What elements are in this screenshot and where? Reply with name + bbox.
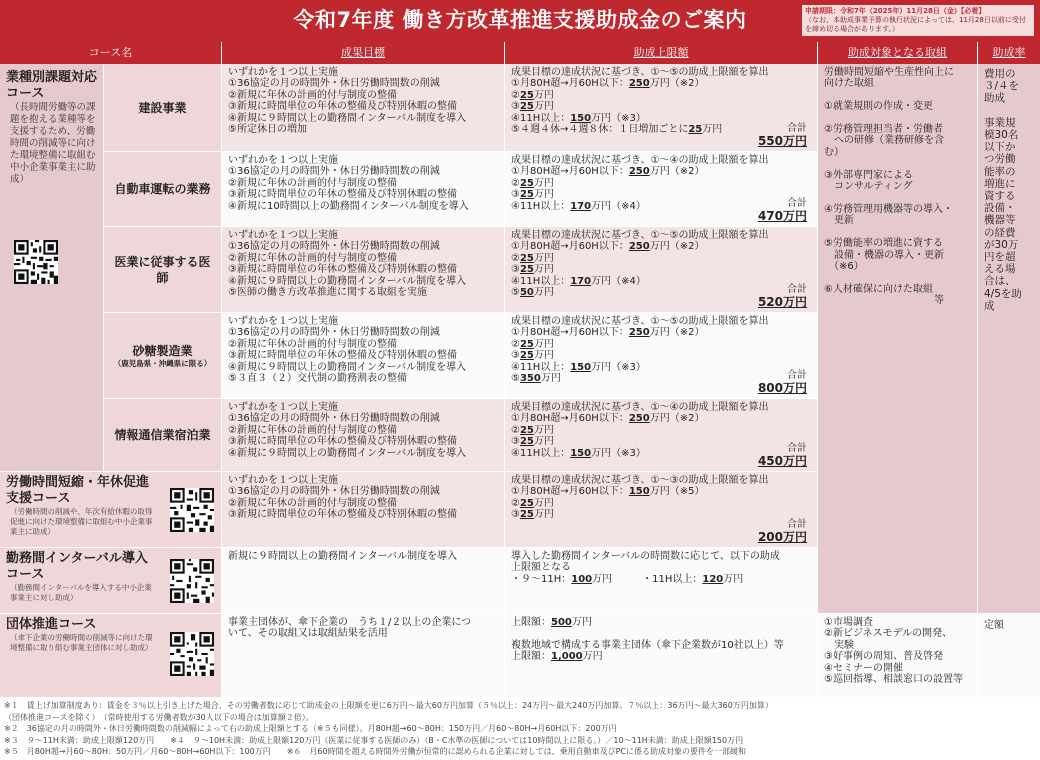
industry-total-amount: 800万円 xyxy=(757,381,807,395)
goal-item: ⑤医師の働き方改革推進に関する取組を実施 xyxy=(228,287,427,299)
limit-item: ①月80H超→月60H以下：250万円（※2） xyxy=(511,78,705,90)
limit-item: ④11H以上：170万円（※4） xyxy=(511,200,646,212)
rate-line: 模30名 xyxy=(984,129,1019,142)
goal-item: ③新規に時間単位の年休の整備及び特別休暇の整備 xyxy=(228,264,457,276)
limit-item: ①月80H超→月60H以下：250万円（※2） xyxy=(511,166,705,178)
qr-code-icon[interactable] xyxy=(170,559,214,603)
group-efforts-cell xyxy=(818,614,978,698)
rate-line: 機器等 xyxy=(984,214,1016,227)
limit-item: ⑤350万円 xyxy=(511,373,561,385)
limit-item: ③25万円 xyxy=(511,264,554,276)
course-group-title: 団体推進コース xyxy=(6,617,97,632)
effort-item: ①就業規則の作成・変更 xyxy=(824,101,933,113)
effort-item: ④労務管理用機器等の導入・ xyxy=(824,203,953,215)
limit-item: ③25万円 xyxy=(511,350,554,362)
qr-code-icon[interactable] xyxy=(170,488,214,532)
rate-line: 事業規 xyxy=(984,116,1016,129)
industry-goals-cell xyxy=(222,227,505,313)
rate-line: 助成 xyxy=(984,92,1005,105)
effort-item: 更新 xyxy=(824,215,854,227)
limit-item: 成果目標の達成状況に基づき、①～⑤の助成上限額を算出 xyxy=(511,67,769,78)
goal-item: いずれかを１つ以上実施 xyxy=(228,67,338,78)
industry-total xyxy=(758,283,807,309)
effort-item: （※6） xyxy=(824,260,864,272)
effort-item: 設備・機器の導入・更新 xyxy=(824,249,944,261)
industry-total-amount: 550万円 xyxy=(757,134,807,148)
goal-item: ①36協定の月の時間外・休日労働時間数の削減 xyxy=(228,166,440,178)
industry-total-amount: 450万円 xyxy=(757,454,807,468)
group-rate-cell xyxy=(978,614,1040,698)
limit-item: ②25万円 xyxy=(511,424,554,436)
industry-total-label: 合計 xyxy=(787,123,807,134)
limit-item: ・９～11H：100万円 ・11H以上：120万円 xyxy=(511,573,744,585)
rate-line xyxy=(984,105,1034,117)
limit-item: ⑤４週４休→４週８休：１日増加ごとに25万円 xyxy=(511,124,723,136)
shortening-goals-list xyxy=(222,472,504,524)
goal-item: ②新規に年休の計画的付与制度の整備 xyxy=(228,497,397,509)
effort-item: 実験 xyxy=(824,639,854,651)
shortening-total xyxy=(758,518,807,544)
footnote-line: ※３ ９～11H未満：助成上限額120万円 ※４ ９～10H未満：助成上限額120万円（医業に従事する医師のみ）（B・C水準の医師については10時間以上に限る。）／10～11H未満：助成上限額150万円 xyxy=(4,735,744,745)
goal-item: ①36協定の月の時間外・休日労働時間数の削減 xyxy=(228,486,440,498)
interval-goals-cell xyxy=(222,548,505,614)
effort-item: ①市場調査 xyxy=(824,617,873,628)
effort-item: への研修（業務研修を含 xyxy=(824,135,944,147)
goal-item: ①36協定の月の時間外・休日労働時間数の削減 xyxy=(228,78,440,90)
goal-item: ②新規に年休の計画的付与制度の整備 xyxy=(228,338,397,350)
limit-item: ②25万円 xyxy=(511,89,554,101)
goal-item: 事業主団体が、傘下企業の うち１/２以上の企業につ xyxy=(228,617,472,628)
course-group xyxy=(0,614,222,698)
footnote-line: ※２ 36協定の月の時間外・休日労働時間数の削減幅によって右の助成上限額とする（※５も同様）。月80H超→60～80H：150万円／月60～80H→月60H以下：200万円 xyxy=(4,724,617,733)
deadline-label: 申請期限：令和7年（2025年）11月28日（金）【必着】 xyxy=(805,7,986,15)
industry-limits-cell xyxy=(505,227,818,313)
effort-item: ②労務管理担当者・労働者 xyxy=(824,124,943,136)
rate-line: 増進に xyxy=(984,177,1016,190)
goal-item: ④新規に９時間以上の勤務間インターバル制度を導入 xyxy=(228,361,467,373)
page-title: 令和7年度 働き方改革推進支援助成金のご案内 xyxy=(293,8,747,32)
limit-item: 成果目標の達成状況に基づき、①～③の助成上限額を算出 xyxy=(511,475,769,486)
rate-line: 成 xyxy=(984,299,995,312)
goal-item: ④新規に10時間以上の勤務間インターバル制度を導入 xyxy=(228,200,469,212)
rate-line: ３/４を xyxy=(984,80,1020,93)
industry-total xyxy=(758,442,807,468)
effort-item: 労働時間短縮や生産性向上に xyxy=(824,67,954,78)
effort-item: コンサルティング xyxy=(824,181,913,193)
industry-goals-list xyxy=(222,227,504,301)
limit-item: ①月80H超→月60H以下：250万円（※2） xyxy=(511,413,705,425)
goal-item: ①36協定の月の時間外・休日労働時間数の削減 xyxy=(228,327,440,339)
limit-item: ①月80H超→月60H以下：250万円（※2） xyxy=(511,241,705,253)
group-goals-list xyxy=(222,614,504,643)
rate-line: が30万 xyxy=(984,238,1019,251)
deadline-note: （なお、本助成事業予算の執行状況によっては、11月28日以前に受付を締め切る場合があります。） xyxy=(805,16,1026,33)
colhead-goal: 成果目標 xyxy=(222,42,505,64)
industry-goals-cell xyxy=(222,313,505,399)
limit-item: 上限額となる xyxy=(511,562,571,574)
course-shortening-desc: （労働時間の削減や、年次有給休暇の取得促進に向けた環境整備に取組む中小企業事業主に助成） xyxy=(10,507,153,536)
deadline-notice xyxy=(802,5,1034,36)
effort-item xyxy=(824,227,971,238)
goal-item: ③新規に時間単位の年休の整備及び特別休暇の整備 xyxy=(228,189,457,201)
limit-item: ④11H以上：150万円（※3） xyxy=(511,112,646,124)
goal-item: ②新規に年休の計画的付与制度の整備 xyxy=(228,177,397,189)
group-efforts-list xyxy=(818,614,977,688)
limit-item: ②25万円 xyxy=(511,177,554,189)
limit-item: ⑤50万円 xyxy=(511,287,554,299)
efforts-main-list xyxy=(818,64,977,310)
goal-item: ④新規に９時間以上の勤務間インターバル制度を導入 xyxy=(228,112,467,124)
effort-item xyxy=(824,90,971,101)
qr-code-icon[interactable] xyxy=(170,632,214,676)
rate-line: 円を超 xyxy=(984,251,1016,264)
goal-item: いずれかを１つ以上実施 xyxy=(228,316,338,327)
footnote-line: （団体推進コースを除く） （常時使用する労働者数が30人以下の場合は加算額２倍）。 xyxy=(4,712,314,722)
limit-item: ③25万円 xyxy=(511,509,554,521)
goal-item: いずれかを１つ以上実施 xyxy=(228,230,338,241)
goal-item: ③新規に時間単位の年休の整備及び特別休暇の整備 xyxy=(228,101,457,113)
effort-item: 等 xyxy=(824,295,944,307)
limit-item: 上限額：500万円 xyxy=(511,617,592,628)
industry-name-cell xyxy=(104,399,222,472)
industry-goals-cell xyxy=(222,152,505,227)
industry-limits-cell xyxy=(505,313,818,399)
rate-main-cell xyxy=(978,64,1040,614)
industry-name: 砂糖製造業 xyxy=(132,343,193,358)
rate-line: 資する xyxy=(984,190,1016,203)
goal-item: ①36協定の月の時間外・休日労働時間数の削減 xyxy=(228,413,440,425)
industry-limits-cell xyxy=(505,152,818,227)
course-shortening-title: 労働時間短縮・年休促進支援コース xyxy=(6,475,150,506)
industry-goals-cell xyxy=(222,399,505,472)
effort-item xyxy=(824,158,971,169)
rate-line: 能率の xyxy=(984,165,1016,178)
effort-item: ⑤労働能率の増進に資する xyxy=(824,238,943,250)
goal-item: 新規に９時間以上の勤務間インターバル制度を導入 xyxy=(228,551,458,562)
industry-name-cell xyxy=(104,64,222,152)
shortening-total-amount: 200万円 xyxy=(757,530,807,544)
efforts-main-cell xyxy=(818,64,978,614)
goal-item: ②新規に年休の計画的付与制度の整備 xyxy=(228,252,397,264)
industry-total xyxy=(758,122,807,148)
limit-item: 成果目標の達成状況に基づき、①～⑤の助成上限額を算出 xyxy=(511,230,769,241)
course-interval-title: 勤務間インターバル導入コース xyxy=(6,551,148,582)
industry-total xyxy=(758,369,807,395)
footnote-line: ※１ 賃上げ加算制度あり：賃金を３％以上引き上げた場合、その労働者数に応じて助成金の上限額を更に6万円～最大60万円加算（５％以上：24万円～最大240万円加算。７％以上：36万円～最大360万円加算） xyxy=(4,701,773,710)
goal-item: ⑤所定休日の増加 xyxy=(228,124,307,136)
limit-item: ④11H以上：170万円（※4） xyxy=(511,275,646,287)
course-interval-desc: （勤務間インターバルを導入する中小企業事業主に対し助成） xyxy=(10,583,152,602)
colhead-efforts: 助成対象となる取組 xyxy=(818,42,978,64)
goal-item: ②新規に年休の計画的付与制度の整備 xyxy=(228,89,397,101)
goal-item: いずれかを１つ以上実施 xyxy=(228,155,338,166)
rate-line: 費用の xyxy=(984,68,1016,80)
limit-item: 上限額：1,000万円 xyxy=(511,651,603,663)
group-rate: 定額 xyxy=(984,620,1004,631)
industry-name: 建設事業 xyxy=(138,100,187,115)
industry-sub: （鹿児島県・沖縄県に限る） xyxy=(113,358,212,368)
industry-total xyxy=(758,197,807,223)
limit-item: ②25万円 xyxy=(511,252,554,264)
limit-item: ②25万円 xyxy=(511,338,554,350)
goal-item: いずれかを１つ以上実施 xyxy=(228,475,338,486)
industry-goals-list xyxy=(222,64,504,138)
industry-total-label: 合計 xyxy=(787,284,807,295)
group-limits-cell xyxy=(505,614,818,698)
limit-item: 成果目標の達成状況に基づき、①～④の助成上限額を算出 xyxy=(511,155,769,166)
rate-line: つ労働 xyxy=(984,153,1016,166)
limit-item: 成果目標の達成状況に基づき、①～⑤の助成上限額を算出 xyxy=(511,316,769,327)
industry-goals-list xyxy=(222,152,504,215)
effort-item: ②新ビジネスモデルの開発、 xyxy=(824,628,953,640)
rate-main-list xyxy=(978,64,1040,316)
colhead-limit: 助成上限額 xyxy=(505,42,818,64)
limit-item: ③25万円 xyxy=(511,101,554,113)
industry-name: 自動車運転の業務 xyxy=(114,182,211,196)
course-industry-title: 業種別課題対応コース xyxy=(6,70,98,101)
industry-name-cell xyxy=(104,227,222,313)
effort-item xyxy=(824,192,971,203)
industry-goals-list xyxy=(222,399,504,462)
goal-item: ③新規に時間単位の年休の整備及び特別休暇の整備 xyxy=(228,509,457,521)
industry-limits-cell xyxy=(505,64,818,152)
limit-item: 複数地域で構成する事業主団体（傘下企業数が10社以上）等 xyxy=(511,639,784,651)
rate-line: 4/5を助 xyxy=(984,287,1022,300)
qr-code-icon[interactable] xyxy=(14,240,58,284)
interval-limits-list xyxy=(505,548,817,613)
goal-item: ②新規に年休の計画的付与制度の整備 xyxy=(228,424,397,436)
course-shortening xyxy=(0,472,222,548)
footnote-line: ※５ 月80H超→月60～80H：50万円／月60～80H→60H以下：100万円 ※６ 月60時間を超える時間外労働が恒常的に認められる企業に対しては、乗用自動車及びPCに係る助成対象の要件を一部緩和 xyxy=(4,747,746,756)
shortening-total-label: 合計 xyxy=(787,519,807,530)
rate-line: える場 xyxy=(984,263,1016,276)
industry-total-amount: 520万円 xyxy=(757,295,807,309)
industry-name-cell xyxy=(104,313,222,399)
goal-item: ③新規に時間単位の年休の整備及び特別休暇の整備 xyxy=(228,350,457,362)
course-interval xyxy=(0,548,222,614)
interval-goals-list xyxy=(222,548,504,565)
limit-item: ③25万円 xyxy=(511,189,554,201)
industry-limits-cell xyxy=(505,399,818,472)
limit-item: 成果目標の達成状況に基づき、①～④の助成上限額を算出 xyxy=(511,402,769,413)
limit-item: ①月80H超→月60H以下：250万円（※2） xyxy=(511,327,705,339)
group-limits-list xyxy=(505,614,817,697)
industry-name-cell xyxy=(104,152,222,227)
industry-goals-list xyxy=(222,313,504,387)
rate-line: 設備・ xyxy=(984,202,1016,215)
goal-item: ①36協定の月の時間外・休日労働時間数の削減 xyxy=(228,241,440,253)
course-industry xyxy=(0,64,104,472)
industry-total-label: 合計 xyxy=(787,370,807,381)
effort-item xyxy=(824,113,971,124)
limit-item: ②25万円 xyxy=(511,497,554,509)
goal-item: いて、その取組又は取組結果を活用 xyxy=(228,628,388,640)
rate-line: 合は、 xyxy=(984,275,1016,288)
goal-item: いずれかを１つ以上実施 xyxy=(228,402,338,413)
effort-item: ③外部専門家による xyxy=(824,169,913,181)
colhead-rate: 助成率 xyxy=(978,42,1040,64)
effort-item: ⑥人材確保に向けた取組 xyxy=(824,283,933,295)
limit-item: 導入した勤務間インターバルの時間数に応じて、以下の助成 xyxy=(511,551,780,562)
page-header xyxy=(0,0,1040,42)
limit-item xyxy=(511,628,811,639)
goal-item: ⑤３直３（２）交代制の勤務割表の整備 xyxy=(228,373,407,385)
course-group-desc: （傘下企業の労働時間の削減等に向けた環境整備に取り組む事業主団体に対し助成） xyxy=(10,633,153,652)
colhead-course: コース名 xyxy=(0,42,222,64)
limit-item: ③25万円 xyxy=(511,436,554,448)
industry-total-amount: 470万円 xyxy=(757,209,807,223)
industry-name: 医業に従事する医師 xyxy=(114,254,211,285)
industry-total-label: 合計 xyxy=(787,198,807,209)
effort-item: 向けた取組 xyxy=(824,78,874,90)
effort-item xyxy=(824,272,971,283)
rate-line: の経費 xyxy=(984,226,1016,239)
goal-item: ④新規に９時間以上の勤務間インターバル制度を導入 xyxy=(228,275,467,287)
footnotes xyxy=(4,700,1036,758)
group-goals-cell xyxy=(222,614,505,698)
goal-item: ③新規に時間単位の年休の整備及び特別休暇の整備 xyxy=(228,436,457,448)
industry-name: 情報通信業宿泊業 xyxy=(114,428,211,442)
course-industry-desc: （長時間労働等の課題を抱える業種等を支援するため、労働時間の削減等に向けた環境整備に取組む中小企業事業主に助成） xyxy=(10,102,96,185)
limit-item: ④11H以上：150万円（※3） xyxy=(511,447,646,459)
shortening-goals-cell xyxy=(222,472,505,548)
rate-line: 以下か xyxy=(984,141,1016,154)
industry-total-label: 合計 xyxy=(787,443,807,454)
effort-item: ③好事例の周知、普及啓発 xyxy=(824,651,943,663)
interval-limits-cell xyxy=(505,548,818,614)
effort-item: ④セミナーの開催 xyxy=(824,662,903,674)
effort-item: ⑤巡回指導、相談窓口の設置等 xyxy=(824,674,963,686)
limit-item: ①月80H超→月60H以下：150万円（※5） xyxy=(511,486,705,498)
goal-item: ④新規に９時間以上の勤務間インターバル制度を導入 xyxy=(228,447,467,459)
shortening-limits-cell xyxy=(505,472,818,548)
effort-item: む） xyxy=(824,146,844,158)
limit-item: ④11H以上：150万円（※3） xyxy=(511,361,646,373)
industry-goals-cell xyxy=(222,64,505,152)
